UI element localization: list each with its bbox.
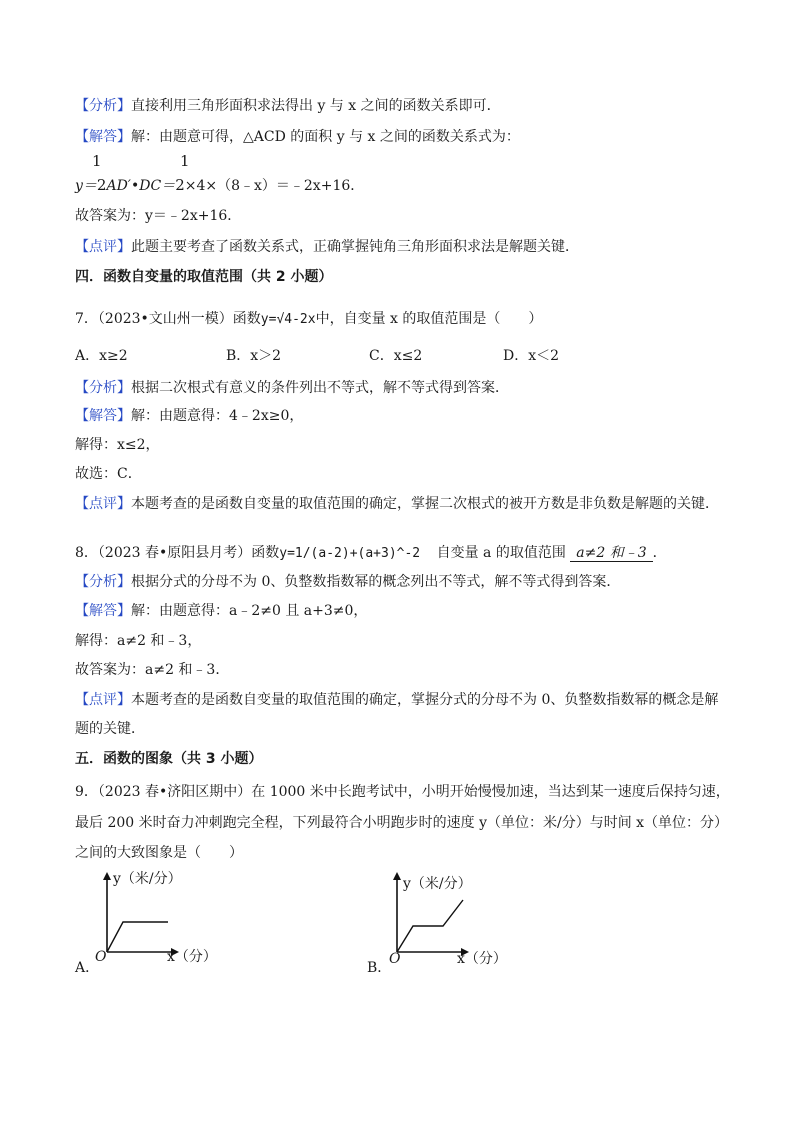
q8-stem-b: 自变量 a 的取值范围 [436, 545, 566, 561]
q6-answer-text: 解：由题意可得，△ACD 的面积 y 与 x 之间的函数关系式为： [131, 129, 520, 145]
graph-a-xlabel: x（分） [167, 949, 217, 965]
graph-b-y-arrow [393, 872, 401, 880]
q7-solve-line: 解得：x≤2， [75, 437, 160, 453]
q6-frac1-num: 1 [92, 152, 102, 170]
q7-stem [75, 309, 542, 330]
q6-comment-line [75, 237, 579, 257]
analysis-tag: 【分析】 [75, 574, 131, 590]
q6-frac2-num: 1 [180, 152, 190, 170]
q9-stem-3: 之间的大致图象是（ ） [75, 845, 243, 861]
q6-answer-line [75, 127, 520, 147]
q6-formula-c: ×4×（8﹣x）＝﹣2x+16． [184, 178, 365, 194]
q7-analysis-text: 根据二次根式有意义的条件列出不等式，解不等式得到答案． [131, 380, 509, 396]
q7-stem-b: 中，自变量 x 的取值范围是（ ） [315, 311, 543, 327]
q9-stem-2: 最后 200 米时奋力冲刺跑完全程，下列最符合小明跑步时的速度 y（单位：米/分）与时间 x（单位：分） [75, 815, 729, 831]
comment-tag: 【点评】 [75, 692, 131, 708]
q6-frac2-den: 2 [175, 176, 185, 194]
q8-solve-line: 解得：a≠2 和﹣3， [75, 633, 202, 649]
q8-comment-text-1: 本题考查的是函数自变量的取值范围的确定，掌握分式的分母不为 0、负整数指数幂的概念是解 [131, 692, 719, 708]
q7-option-b: B．x＞2 [226, 348, 282, 364]
q7-comment-line [75, 494, 719, 514]
q9-option-b: B． [367, 960, 392, 976]
graph-b-speed-curve [397, 900, 463, 952]
q7-option-c: C．x≤2 [369, 348, 423, 364]
q9-option-a: A． [75, 960, 100, 976]
answer-tag: 【解答】 [75, 129, 131, 145]
comment-tag: 【点评】 [75, 239, 131, 255]
comment-tag: 【点评】 [75, 496, 131, 512]
q8-analysis-line [75, 572, 620, 592]
q6-comment-text: 此题主要考查了函数关系式，正确掌握钝角三角形面积求法是解题关键． [131, 239, 579, 255]
q7-answer-line [75, 406, 303, 426]
q6-analysis-text: 直接利用三角形面积求法得出 y 与 x 之间的函数关系即可． [131, 98, 501, 114]
q9-stem-1: 9．（2023 春•济阳区期中）在 1000 米中长跑考试中，小明开始慢慢加速，当达到某一速度后保持匀速， [75, 784, 730, 800]
q8-comment-line-2: 题的关键． [75, 721, 145, 737]
graph-a-speed-curve [107, 922, 168, 952]
q8-stem-a: 8．（2023 春•原阳县月考）函数 [75, 545, 280, 561]
q7-answer-text: 解：由题意得：4﹣2x≥0， [131, 408, 304, 424]
q6-analysis-line [75, 96, 501, 116]
answer-tag: 【解答】 [75, 603, 131, 619]
q8-answer-line [75, 601, 367, 621]
q7-stem-formula: y=√4-2x [260, 312, 316, 327]
q6-formula-b: AD′•DC＝ [106, 178, 176, 194]
q8-stem-formula: y=1/(a-2)+(a+3)^-2 [279, 546, 421, 561]
q7-option-d: D．x＜2 [503, 348, 560, 364]
q6-formula-line [75, 175, 364, 196]
section4-title: 四．函数自变量的取值范围（共 2 小题） [75, 269, 333, 285]
graph-b-xlabel: x（分） [457, 951, 507, 967]
analysis-tag: 【分析】 [75, 380, 131, 396]
graph-a-origin: O [95, 949, 107, 965]
graph-a-ylabel: y（米/分） [113, 871, 182, 887]
q6-formula-a: y＝ [75, 178, 97, 194]
q8-answer-blank: a≠2 和﹣3 [570, 545, 652, 562]
q7-stem-a: 7．（2023•文山州一模）函数 [75, 311, 261, 327]
q7-choose-line: 故选：C． [75, 466, 142, 482]
q6-final-line: 故答案为：y＝﹣2x+16． [75, 208, 242, 224]
analysis-tag: 【分析】 [75, 98, 131, 114]
q7-analysis-line [75, 378, 509, 398]
q8-stem [75, 543, 667, 564]
q7-comment-text: 本题考查的是函数自变量的取值范围的确定，掌握二次根式的被开方数是非负数是解题的关键． [131, 496, 719, 512]
q8-comment-line [75, 690, 718, 710]
graph-b-origin: O [389, 951, 401, 967]
q8-answer-text: 解：由题意得：a﹣2≠0 且 a+3≠0， [131, 603, 368, 619]
q8-stem-end: ． [652, 545, 667, 561]
q7-option-a: A．x≥2 [75, 348, 128, 364]
graph-a-y-arrow [103, 872, 111, 880]
graph-b-ylabel: y（米/分） [403, 876, 472, 892]
q8-analysis-text: 根据分式的分母不为 0、负整数指数幂的概念列出不等式，解不等式得到答案． [131, 574, 621, 590]
q6-frac1-den: 2 [96, 176, 107, 194]
answer-tag: 【解答】 [75, 408, 131, 424]
q8-final-line: 故答案为：a≠2 和﹣3． [75, 662, 230, 678]
section5-title: 五．函数的图象（共 3 小题） [75, 751, 263, 767]
